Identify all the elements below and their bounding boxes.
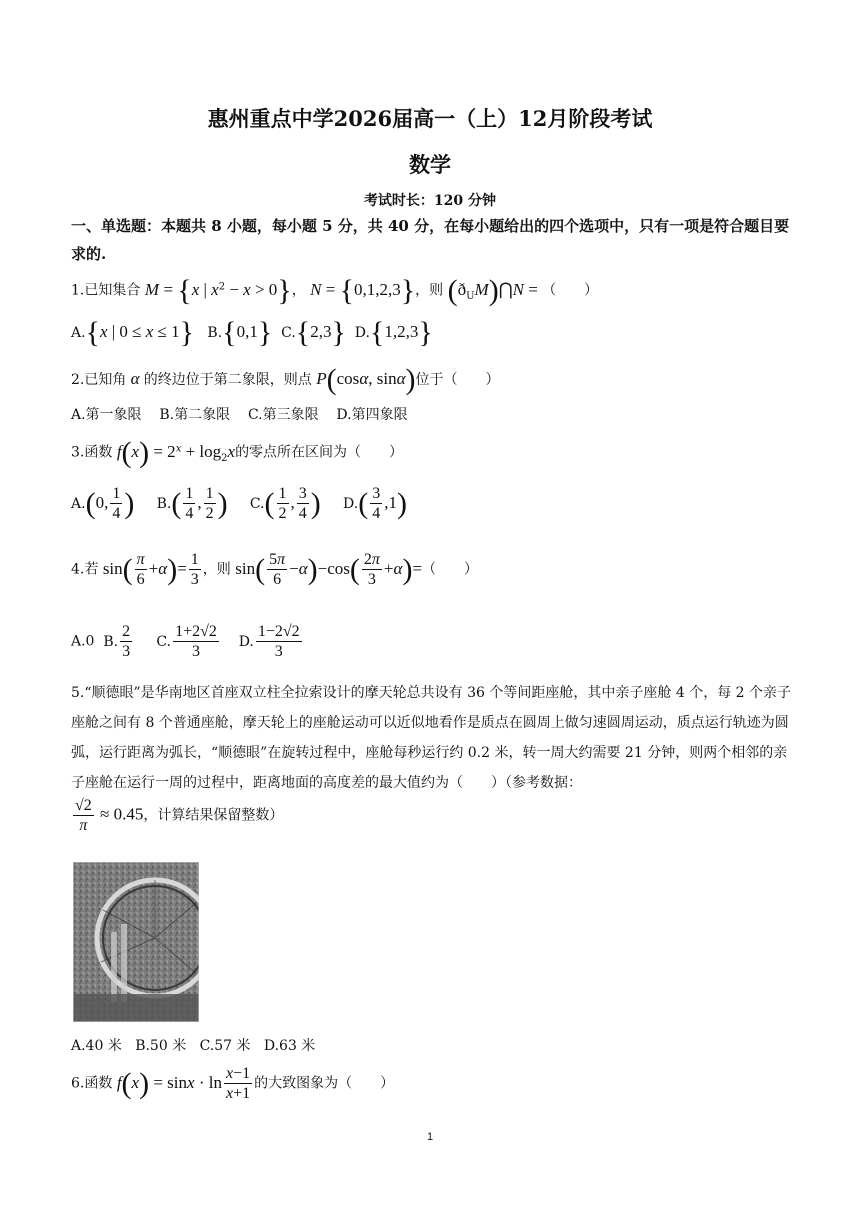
q3-prefix: 3.函数 (71, 444, 113, 461)
q1-option-a: A.{x | 0 ≤ x ≤ 1} (71, 316, 195, 349)
question-6 (71, 1064, 394, 1103)
q4-option-c: C. $\frac{1+2√2}{3}$ (156, 623, 217, 660)
question-1: 1.已知集合 M = {x | $x^2 - x > 0$}， N = {0,1,2,3}，则 $(ð_UM)⋂N$ = （ ） (71, 273, 599, 307)
q6-function: f(x) = sinx · ln $\frac{x-1}{x+1}$ (116, 1065, 251, 1102)
q3-suffix: 的零点所在区间为（ ） (235, 444, 404, 461)
q4-paren: （ ） (422, 561, 479, 578)
q3-function: $f(x) = 2^x + \log_2x$ (116, 435, 236, 469)
q1-prefix: 1.已知集合 (71, 282, 141, 299)
exam-duration: 考试时长：120 分钟 (363, 193, 497, 209)
q2-option-d: D.第四象限 (336, 407, 408, 423)
q5-ref-suffix: ，计算结果保留整数） (143, 807, 284, 824)
exam-subject: 数学 (409, 152, 451, 177)
q4-condition: sin( $\frac{\pi}{6}$ +α)= $\frac{1}{3}$ (102, 551, 199, 588)
q4-then: ，则 (202, 561, 231, 578)
q3-option-d: D.( $\frac{3}{4}$ ,1) (343, 485, 407, 522)
q1-expression: $(ð_UM)⋂N$ = (447, 273, 543, 307)
section-heading: 一、单选题：本题共 8 小题，每小题 5 分，共 40 分，在每小题给出的四个选项中，只有一项是符合题目要求的. (71, 217, 790, 263)
q6-prefix: 6.函数 (71, 1075, 113, 1092)
q4-prefix: 4.若 (71, 561, 99, 578)
question-5: 5.“顺德眼”是华南地区首座双立柱全拉索设计的摩天轮总共设有 36 个等间距座舱，其中亲子座舱 4 个，每 2 个亲子座舱之间有 8 个普通座舱，摩天轮上的座舱运动可以近似地看作是质点在圆周上做匀速圆周运动，质点运行轨迹为圆弧，运行距离为弧长，“顺德眼”在旋转过程中，座舱每秒运行约 0.2 米，转一周大约需要 21 分钟，则两个相邻的亲子座舱在运行一周的过程中，距离地面的高度差的最大值约为（ ）（参考数据： (71, 685, 791, 791)
q2-prefix: 2.已知角 (71, 372, 127, 388)
q1-option-d: D.{1,2,3} (354, 316, 433, 349)
exam-title: 惠州重点中学2026届高一（上）12月阶段考试 (207, 106, 653, 131)
q1-set-n: N = {0,1,2,3} (310, 273, 416, 307)
q5-option-b: B.50 米 (135, 1038, 187, 1054)
q2-option-c: C.第三象限 (247, 407, 319, 423)
q3-option-b: B.( $\frac{1}{4}$ , $\frac{1}{2}$ ) (156, 485, 228, 522)
q1-option-b: B.{0,1} (207, 316, 273, 349)
q1-set-m: M = {x | $x^2 - x > 0$} (144, 273, 292, 307)
q4-options (71, 622, 304, 661)
q2-options (71, 405, 408, 425)
q2-suffix: 位于（ ） (415, 372, 500, 388)
ferris-wheel-photo (73, 862, 199, 1022)
question-2: 2.已知角 α 的终边位于第二象限，则点 P(cosα, sinα)位于（ ） (71, 363, 500, 396)
q3-options (71, 484, 407, 523)
q1-option-c: C.{2,3} (281, 316, 346, 349)
q5-option-d: D.63 米 (263, 1038, 316, 1054)
q4-option-a: A.0 (71, 633, 95, 650)
q5-options (71, 1036, 315, 1056)
q4-expression: sin( $\frac{5\pi}{6}$ −α)−cos( $\frac{2\pi}{3}$ +α)= (235, 551, 423, 588)
q5-option-c: C.57 米 (199, 1038, 251, 1054)
q2-point: P(cosα, sinα) (316, 363, 416, 396)
q5-option-a: A.40 米 (71, 1038, 122, 1054)
question-3 (71, 435, 404, 469)
q3-option-a: A.(0, $\frac{1}{4}$ ) (71, 485, 135, 522)
q1-paren: （ ） (542, 282, 599, 299)
q3-option-c: C.( $\frac{1}{2}$ , $\frac{3}{4}$ ) (249, 485, 321, 522)
q2-option-a: A.第一象限 (71, 407, 142, 423)
page-number: 1 (426, 1131, 434, 1143)
q4-option-b: B. $\frac{2}{3}$ (103, 623, 131, 660)
q2-middle: 的终边位于第二象限，则点 (143, 372, 312, 388)
q6-suffix: 的大致图象为（ ） (254, 1075, 395, 1092)
q1-options (71, 316, 433, 349)
q2-option-b: B.第二象限 (159, 407, 231, 423)
q4-option-d: D. $\frac{1-2√2}{3}$ (238, 623, 300, 660)
q1-then: ，则 (415, 282, 444, 299)
q5-reference-data: $\frac{√2}{\pi}$ ≈ 0.45，计算结果保留整数） (75, 797, 284, 834)
question-4 (71, 550, 478, 589)
